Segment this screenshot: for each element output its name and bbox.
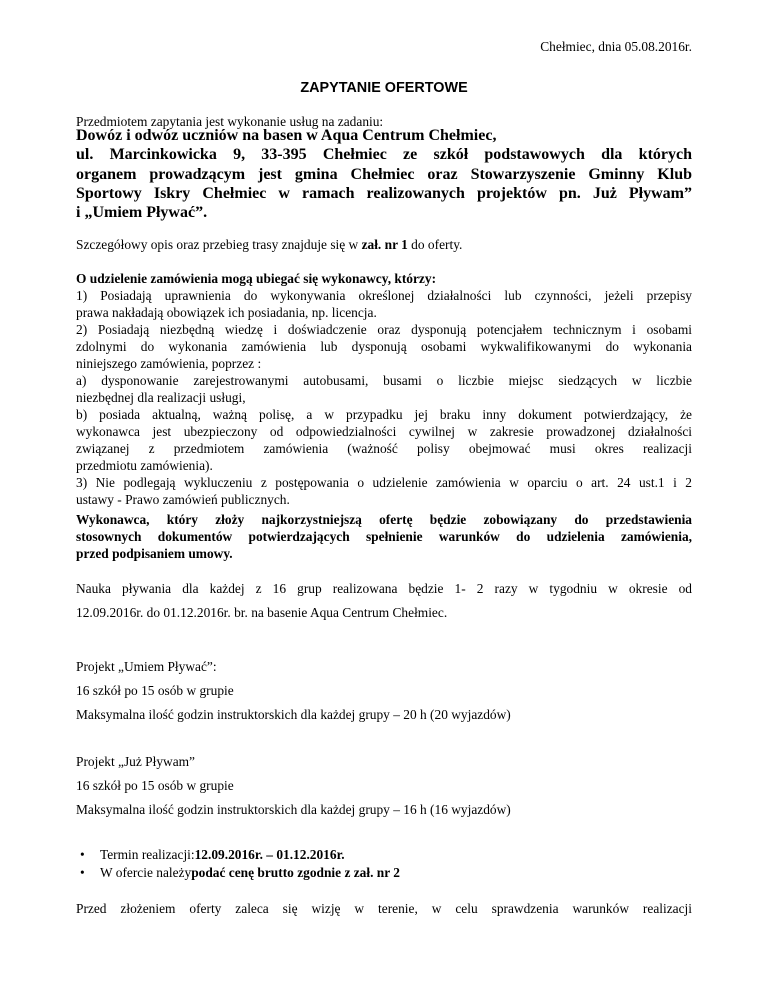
conditions-section — [76, 270, 692, 508]
bullet-list — [76, 846, 400, 882]
condition-line: 1) Posiadają uprawnienia do wykonywania określonej działalności lub czynności, jeżeli przepisy — [76, 288, 692, 303]
list-item — [76, 846, 400, 864]
conditions-heading: O udzielenie zamówienia mogą ubiegać się wykonawcy, którzy: — [76, 271, 437, 286]
condition-line: niezbędnej dla realizacji usługi, — [76, 390, 246, 405]
route-detail-text — [76, 236, 462, 253]
schedule-line: 12.09.2016r. do 01.12.2016r. br. na basenie Aqua Centrum Chełmiec. — [76, 605, 448, 620]
project-juz-plywam — [76, 750, 511, 822]
project-hours: Maksymalna ilość godzin instruktorskich dla każdej grupy – 16 h (16 wyjazdów) — [76, 802, 511, 817]
condition-line: ustawy - Prawo zamówień publicznych. — [76, 492, 290, 507]
task-line: Sportowy Iskry Chełmiec w ramach realizowanych projektów pn. Już Pływam” — [76, 184, 692, 202]
document-title: ZAPYTANIE OFERTOWE — [300, 80, 468, 96]
requirement-line: stosownych dokumentów potwierdzających spełnienie warunków do udzielenia zamówienia, — [76, 529, 692, 544]
condition-line: a) dysponowanie zarejestrowanymi autobusami, busami o liczbie miejsc siedzących w liczbie — [76, 373, 692, 388]
condition-line: niniejszego zamówienia, poprzez : — [76, 356, 262, 371]
task-line: organem prowadzącym jest gmina Chełmiec oraz Stowarzyszenie Gminny Klub — [76, 165, 692, 183]
task-description — [76, 126, 692, 222]
bullet-icon: • — [80, 865, 85, 880]
schedule-line: Nauka pływania dla każdej z 16 grup realizowana będzie 1- 2 razy w tygodniu w okresie od — [76, 581, 692, 596]
bullet-value: podać cenę brutto zgodnie z zał. nr 2 — [191, 865, 400, 880]
project-hours: Maksymalna ilość godzin instruktorskich dla każdej grupy – 20 h (20 wyjazdów) — [76, 707, 511, 722]
closing-line: Przed złożeniem oferty zaleca się wizję w terenie, w celu sprawdzenia warunków realizacji — [76, 901, 692, 916]
condition-line: prawa nakładają obowiązek ich posiadania, np. licencja. — [76, 305, 377, 320]
condition-line: b) posiada aktualną, ważną polisę, a w przypadku jej braku inny dokument potwierdzający, że — [76, 407, 692, 422]
condition-line: 2) Posiadają niezbędną wiedzę i doświadczenie oraz dysponują potencjałem technicznym i osobami — [76, 322, 692, 337]
detail-after: do oferty. — [407, 237, 463, 252]
task-line: i „Umiem Pływać”. — [76, 204, 208, 222]
requirement-line: Wykonawca, który złoży najkorzystniejszą ofertę będzie zobowiązany do przedstawienia — [76, 512, 692, 527]
intro-text: Przedmiotem zapytania jest wykonanie usług na zadaniu: — [76, 114, 384, 129]
list-item — [76, 864, 400, 882]
contractor-requirement — [76, 511, 692, 562]
condition-line: związanej z przedmiotem zamówienia (ważność polisy obejmować musi okres realizacji — [76, 441, 692, 456]
project-name: Projekt „Już Pływam” — [76, 754, 196, 769]
project-schools: 16 szkół po 15 osób w grupie — [76, 778, 234, 793]
bullet-icon: • — [80, 847, 85, 862]
bullet-value: 12.09.2016r. – 01.12.2016r. — [194, 847, 345, 862]
bullet-label: Termin realizacji: — [100, 847, 195, 862]
project-name: Projekt „Umiem Pływać”: — [76, 659, 217, 674]
condition-line: wykonawca jest ubezpieczony od odpowiedzialności cywilnej w zakresie prowadzonej działalności — [76, 424, 692, 439]
project-schools: 16 szkół po 15 osób w grupie — [76, 683, 234, 698]
detail-before: Szczegółowy opis oraz przebieg trasy znajduje się w — [76, 237, 362, 252]
attachment-ref: zał. nr 1 — [361, 237, 408, 252]
condition-line: zdolnymi do wykonania zamówienia lub dysponują osobami wykwalifikowanymi do wykonania — [76, 339, 692, 354]
swimming-schedule — [76, 577, 692, 625]
condition-line: 3) Nie podlegają wykluczeniu z postępowania o udzielenie zamówienia w oparciu o art. 24 ust.1 i 2 — [76, 475, 692, 490]
bullet-label: W ofercie należy — [100, 865, 192, 880]
task-line: ul. Marcinkowicka 9, 33-395 Chełmiec ze szkół podstawowych dla których — [76, 146, 692, 164]
task-line: Dowóz i odwóz uczniów na basen w Aqua Centrum Chełmiec, — [76, 127, 497, 144]
condition-line: przedmiotu zamówienia). — [76, 458, 213, 473]
document-date: Chełmiec, dnia 05.08.2016r. — [540, 39, 692, 54]
closing-text — [76, 900, 692, 917]
project-umiem-plywac — [76, 655, 511, 727]
requirement-line: przed podpisaniem umowy. — [76, 546, 233, 561]
